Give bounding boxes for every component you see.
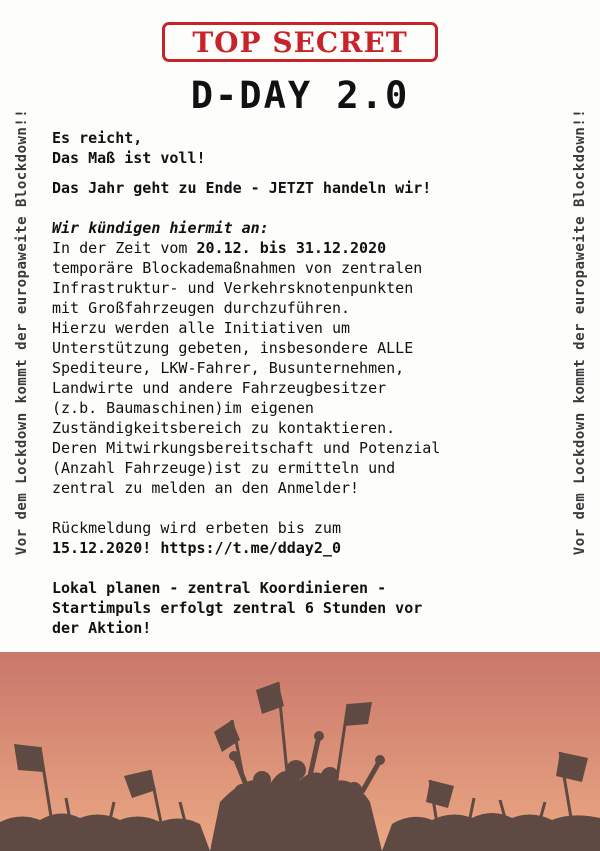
side-text-right-label: Vor dem Lockdown kommt der europaweite Blockdown!! — [572, 108, 588, 556]
line-3: Das Jahr geht zu Ende - JETZT handeln wir! — [52, 179, 432, 197]
line-5 — [52, 238, 556, 258]
side-text-right — [570, 22, 590, 642]
announce-heading: Wir kündigen hiermit an: — [52, 219, 269, 237]
deadline-link: 15.12.2020! https://t.me/dday2_0 — [52, 539, 341, 557]
top-secret-stamp — [162, 22, 438, 62]
line-17: zentral zu melden an den Anmelder! — [52, 479, 360, 497]
flyer-body — [52, 128, 556, 638]
line-7: Infrastruktur- und Verkehrsknotenpunkten — [52, 279, 414, 297]
flyer-title: D-DAY 2.0 — [190, 74, 410, 117]
line-14: Zuständigkeitsbereich zu kontaktieren. — [52, 419, 396, 437]
date-range: 20.12. bis 31.12.2020 — [196, 239, 387, 257]
line-9: Hierzu werden alle Initiativen um — [52, 319, 351, 337]
line-21: Startimpuls erfolgt zentral 6 Stunden vor — [52, 599, 423, 617]
side-text-left — [12, 22, 32, 642]
line-8: mit Großfahrzeugen durchzuführen. — [52, 299, 351, 317]
line-1: Es reicht, — [52, 129, 143, 147]
line-10: Unterstützung gebeten, insbesondere ALLE — [52, 339, 414, 357]
line-6: temporäre Blockademaßnahmen von zentralen — [52, 259, 423, 277]
side-text-left-label: Vor dem Lockdown kommt der europaweite Blockdown!! — [14, 108, 30, 556]
line-5-prefix: In der Zeit vom — [52, 239, 197, 257]
line-20: Lokal planen - zentral Koordinieren - — [52, 579, 387, 597]
line-2: Das Maß ist voll! — [52, 149, 206, 167]
line-11: Spediteure, LKW-Fahrer, Busunternehmen, — [52, 359, 405, 377]
line-16: (Anzahl Fahrzeuge)ist zu ermitteln und — [52, 459, 396, 477]
line-12: Landwirte und andere Fahrzeugbesitzer — [52, 379, 387, 397]
line-22: der Aktion! — [52, 619, 152, 637]
stamp-text: TOP SECRET — [192, 25, 408, 59]
crowd-banner-illustration — [0, 652, 600, 851]
line-15: Deren Mitwirkungsbereitschaft und Potenzial — [52, 439, 441, 457]
line-13: (z.b. Baumaschinen)im eigenen — [52, 399, 314, 417]
line-18: Rückmeldung wird erbeten bis zum — [52, 519, 341, 537]
